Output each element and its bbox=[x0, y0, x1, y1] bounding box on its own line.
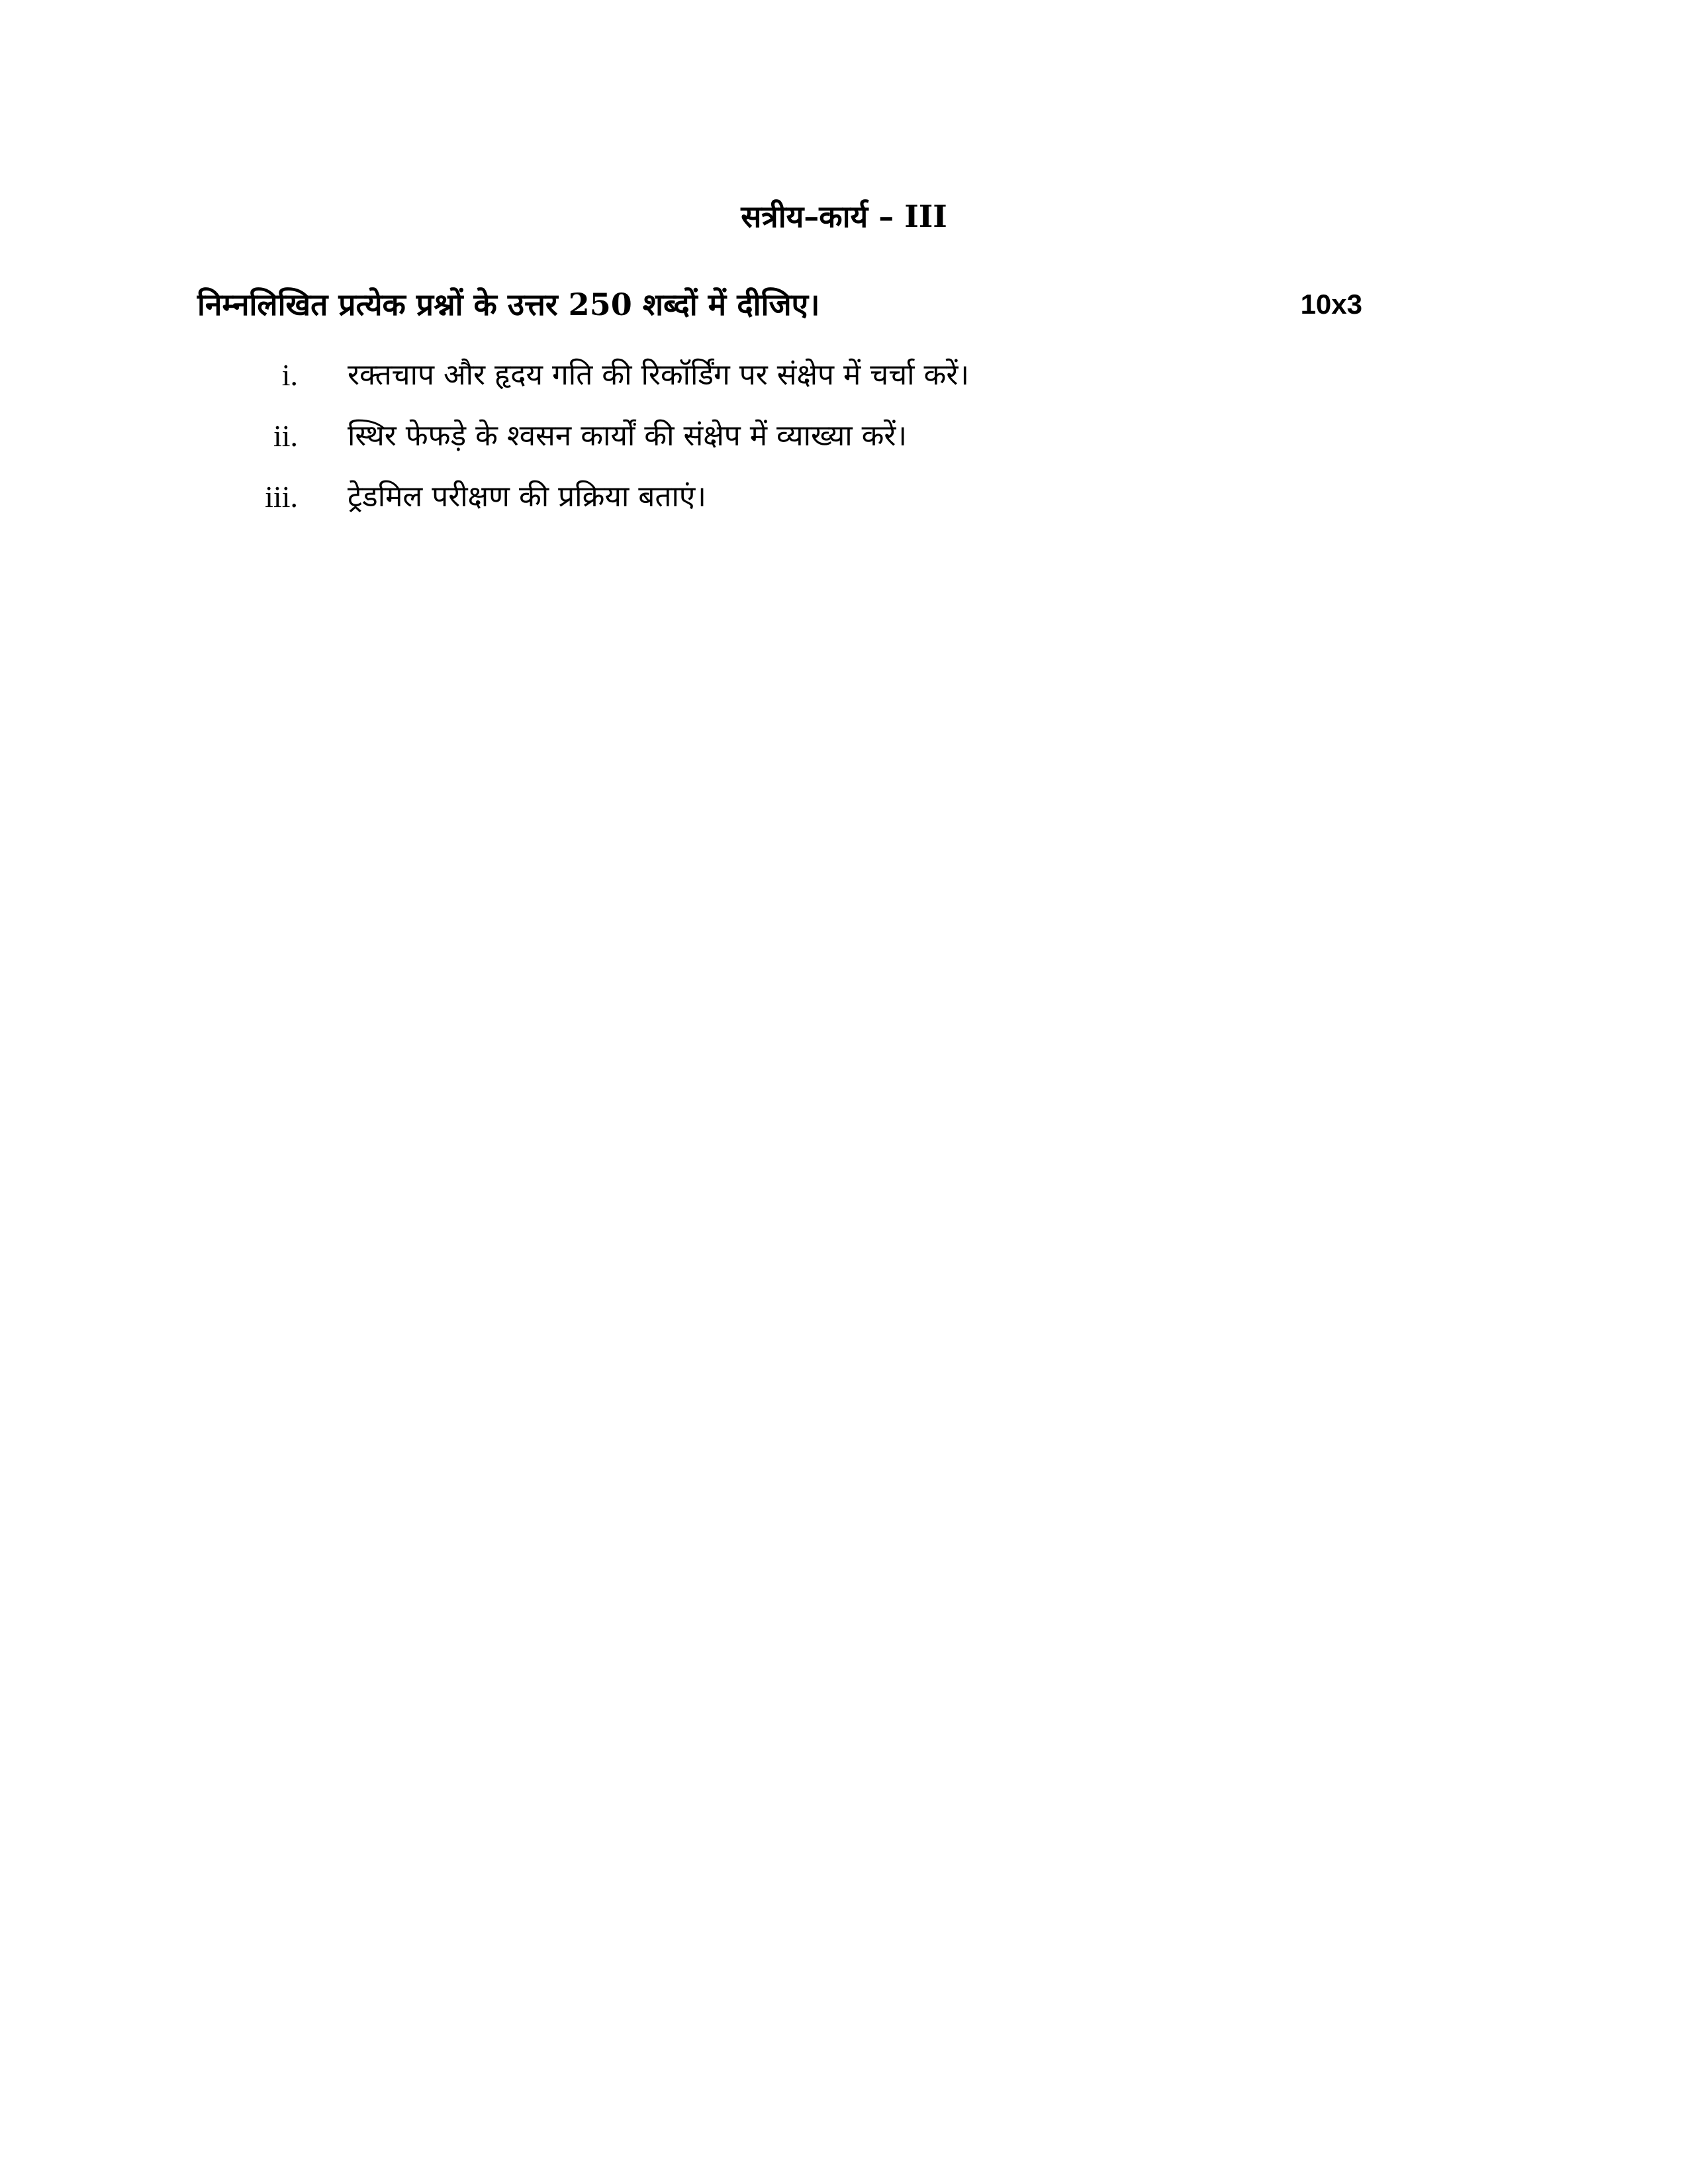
assignment-title: सत्रीय–कार्य – III bbox=[741, 199, 947, 234]
question-number: i. bbox=[281, 358, 298, 392]
instruction-row bbox=[197, 281, 1362, 328]
question-number: ii. bbox=[273, 419, 298, 453]
question-item bbox=[225, 474, 1483, 535]
question-item bbox=[225, 352, 1483, 413]
instruction-text: निम्नलिखित प्रत्येक प्रश्नों के उत्तर 250 शब्दों में दीजिए। bbox=[197, 287, 820, 322]
marks-label: 10x3 bbox=[1300, 289, 1362, 320]
question-text: स्थिर फेफड़े के श्वसन कार्यों की संक्षेप में व्याख्या करें। bbox=[348, 419, 908, 453]
question-text: रक्तचाप और हृदय गति की रिकॉर्डिंग पर संक्षेप में चर्चा करें। bbox=[348, 358, 969, 392]
question-item bbox=[225, 413, 1483, 474]
question-list bbox=[225, 352, 1483, 535]
question-number: iii. bbox=[265, 480, 298, 514]
question-text: ट्रेडमिल परीक्षण की प्रक्रिया बताएं। bbox=[348, 480, 706, 514]
